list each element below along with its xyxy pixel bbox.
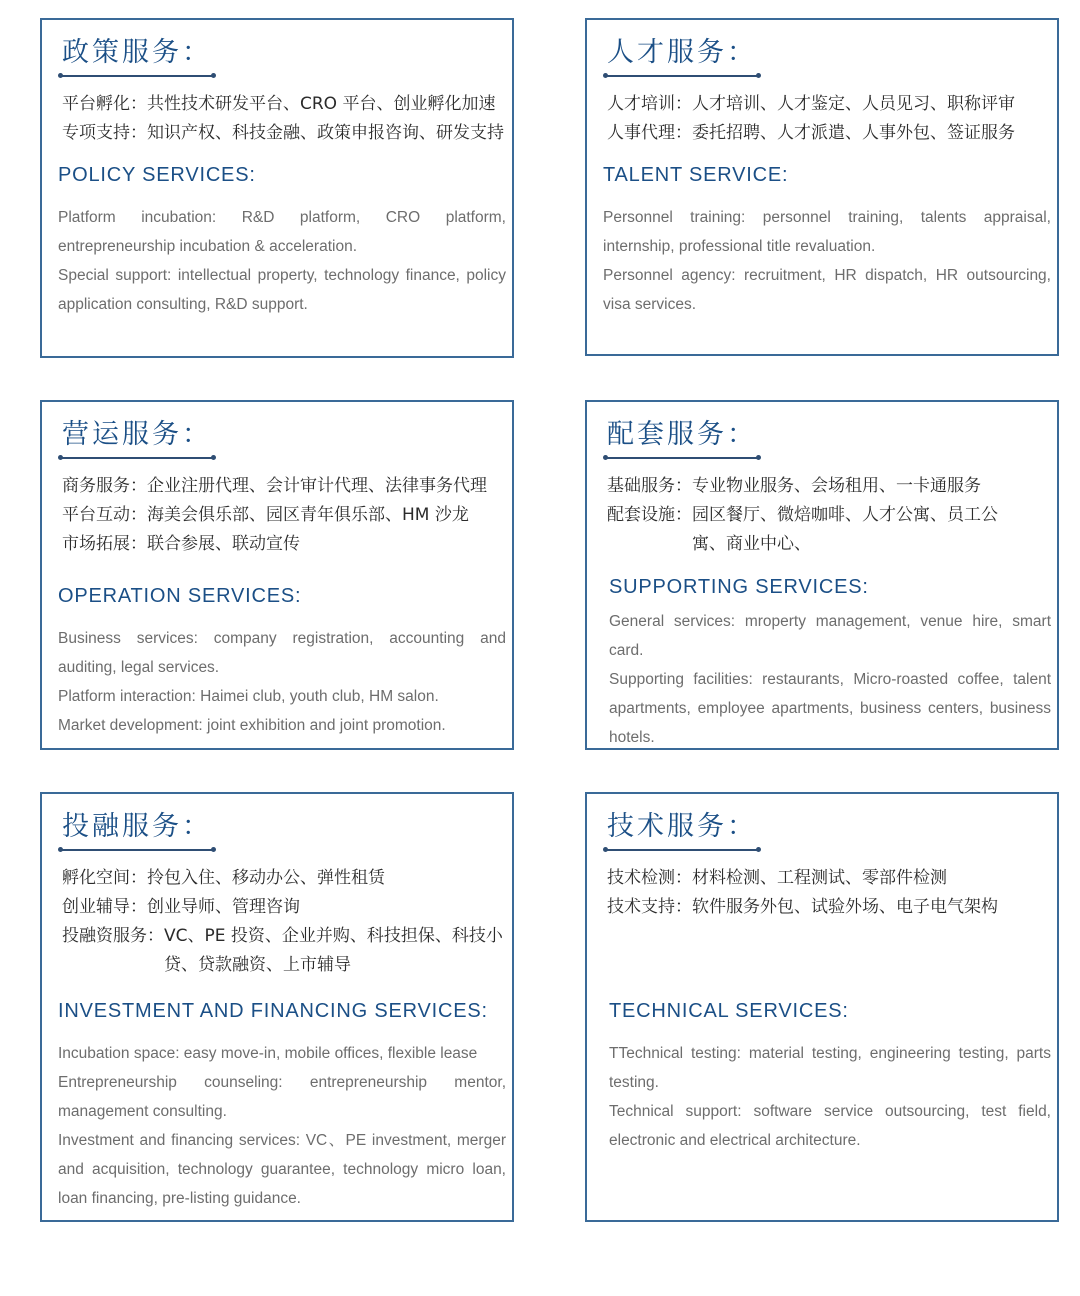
cn-value: 园区餐厅、微焙咖啡、人才公寓、员工公寓、商业中心、: [692, 505, 998, 554]
cn-label: 商务服务：: [62, 476, 147, 496]
cn-row: [607, 893, 1049, 922]
investment-financing-card: [40, 792, 514, 1222]
cn-row: [62, 90, 504, 119]
cn-label: 基础服务：: [607, 476, 692, 496]
cn-value: 海美会俱乐部、园区青年俱乐部、HM 沙龙: [147, 505, 469, 525]
cn-value: 软件服务外包、试验外场、电子电气架构: [692, 897, 998, 917]
cn-label: 人事代理：: [607, 123, 692, 143]
title-underline: [60, 75, 214, 77]
en-paragraph: Business services: company registration, accounting and auditing, legal services.: [58, 630, 506, 676]
cn-list: [62, 864, 504, 980]
en-body: [58, 624, 506, 740]
cn-list: [607, 90, 1049, 148]
cn-label: 市场拓展：: [62, 534, 147, 554]
en-body: [609, 1039, 1051, 1155]
en-title: TALENT SERVICE:: [603, 164, 789, 186]
cn-value: 人才培训、人才鉴定、人员见习、职称评审: [692, 94, 1015, 114]
card-title: 投融服务：: [62, 811, 212, 842]
cn-label: 专项支持：: [62, 123, 147, 143]
en-paragraph: Investment and financing services: VC、PE investment, merger and acquisition, technology guarantee, technology micro loan, loan financing, pre-listing guidance.: [58, 1132, 506, 1207]
en-paragraph: Personnel training: personnel training, talents appraisal, internship, professional title revaluation.: [603, 209, 1051, 255]
en-paragraph: Technical support: software service outsourcing, test field, electronic and electrical architecture.: [609, 1103, 1051, 1149]
cn-value: VC、PE 投资、企业并购、科技担保、科技小贷、贷款融资、上市辅导: [164, 926, 503, 975]
cn-label: 平台互动：: [62, 505, 147, 525]
cn-row: [607, 90, 1049, 119]
cn-row: [62, 501, 504, 530]
title-underline: [60, 457, 214, 459]
cn-label: 孵化空间：: [62, 868, 147, 888]
technical-services-card: [585, 792, 1059, 1222]
en-body: [603, 203, 1051, 319]
card-title: 技术服务：: [607, 811, 757, 842]
cn-row: [62, 472, 504, 501]
en-body: [609, 607, 1051, 752]
en-paragraph: Entrepreneurship counseling: entrepreneurship mentor, management consulting.: [58, 1074, 506, 1120]
cn-value: 企业注册代理、会计审计代理、法律事务代理: [147, 476, 487, 496]
card-title: 营运服务：: [62, 419, 212, 450]
en-paragraph: Platform interaction: Haimei club, youth club, HM salon.: [58, 688, 439, 705]
title-underline: [605, 849, 759, 851]
card-title: 人才服务：: [607, 37, 757, 68]
cn-value: 共性技术研发平台、CRO 平台、创业孵化加速: [147, 94, 496, 114]
policy-services-card: [40, 18, 514, 358]
cn-list: [62, 90, 504, 148]
en-title: SUPPORTING SERVICES:: [609, 576, 869, 598]
cn-label: 人才培训：: [607, 94, 692, 114]
title-underline: [605, 457, 759, 459]
title-underline: [605, 75, 759, 77]
cn-row: [62, 864, 504, 893]
cn-row: [607, 119, 1049, 148]
cn-value: 拎包入住、移动办公、弹性租赁: [147, 868, 385, 888]
cn-list: [62, 472, 504, 559]
cn-value: 材料检测、工程测试、零部件检测: [692, 868, 947, 888]
cn-row: [62, 922, 504, 980]
en-paragraph: General services: mroperty management, venue hire, smart card.: [609, 613, 1051, 659]
cn-label: 投融资服务：: [62, 926, 164, 946]
cn-label: 配套设施：: [607, 505, 692, 525]
cn-row: [62, 530, 504, 559]
cn-label: 平台孵化：: [62, 94, 147, 114]
cn-label: 技术支持：: [607, 897, 692, 917]
en-paragraph: Supporting facilities: restaurants, Micro-roasted coffee, talent apartments, employee apartments, business centers, business hotels.: [609, 671, 1051, 746]
cn-row: [62, 119, 504, 148]
cn-row: [607, 864, 1049, 893]
en-paragraph: Market development: joint exhibition and joint promotion.: [58, 717, 446, 734]
cn-label: 创业辅导：: [62, 897, 147, 917]
talent-service-card: [585, 18, 1059, 356]
en-paragraph: TTechnical testing: material testing, engineering testing, parts testing.: [609, 1045, 1051, 1091]
en-paragraph: Special support: intellectual property, technology finance, policy application consulting, R&D support.: [58, 267, 506, 313]
cn-row: [607, 501, 1017, 559]
en-paragraph: Incubation space: easy move-in, mobile offices, flexible lease: [58, 1045, 478, 1062]
cn-value: 知识产权、科技金融、政策申报咨询、研发支持: [147, 123, 504, 143]
en-paragraph: Personnel agency: recruitment, HR dispatch, HR outsourcing, visa services.: [603, 267, 1051, 313]
cn-value: 创业导师、管理咨询: [147, 897, 300, 917]
en-title: OPERATION SERVICES:: [58, 585, 302, 607]
en-paragraph: Platform incubation: R&D platform, CRO platform, entrepreneurship incubation & acceleration.: [58, 209, 506, 255]
cn-row: [607, 472, 1017, 501]
cn-value: 委托招聘、人才派遣、人事外包、签证服务: [692, 123, 1015, 143]
en-title: POLICY SERVICES:: [58, 164, 256, 186]
en-body: [58, 1039, 506, 1213]
title-underline: [60, 849, 214, 851]
card-title: 政策服务：: [62, 37, 212, 68]
supporting-services-card: [585, 400, 1059, 750]
cn-list: [607, 472, 1017, 559]
operation-services-card: [40, 400, 514, 750]
cn-row: [62, 893, 504, 922]
en-title: INVESTMENT AND FINANCING SERVICES:: [58, 1000, 488, 1022]
cn-value: 联合参展、联动宣传: [147, 534, 300, 554]
cn-value: 专业物业服务、会场租用、一卡通服务: [692, 476, 981, 496]
card-title: 配套服务：: [607, 419, 757, 450]
en-body: [58, 203, 506, 319]
cn-label: 技术检测：: [607, 868, 692, 888]
en-title: TECHNICAL SERVICES:: [609, 1000, 849, 1022]
cn-list: [607, 864, 1049, 922]
